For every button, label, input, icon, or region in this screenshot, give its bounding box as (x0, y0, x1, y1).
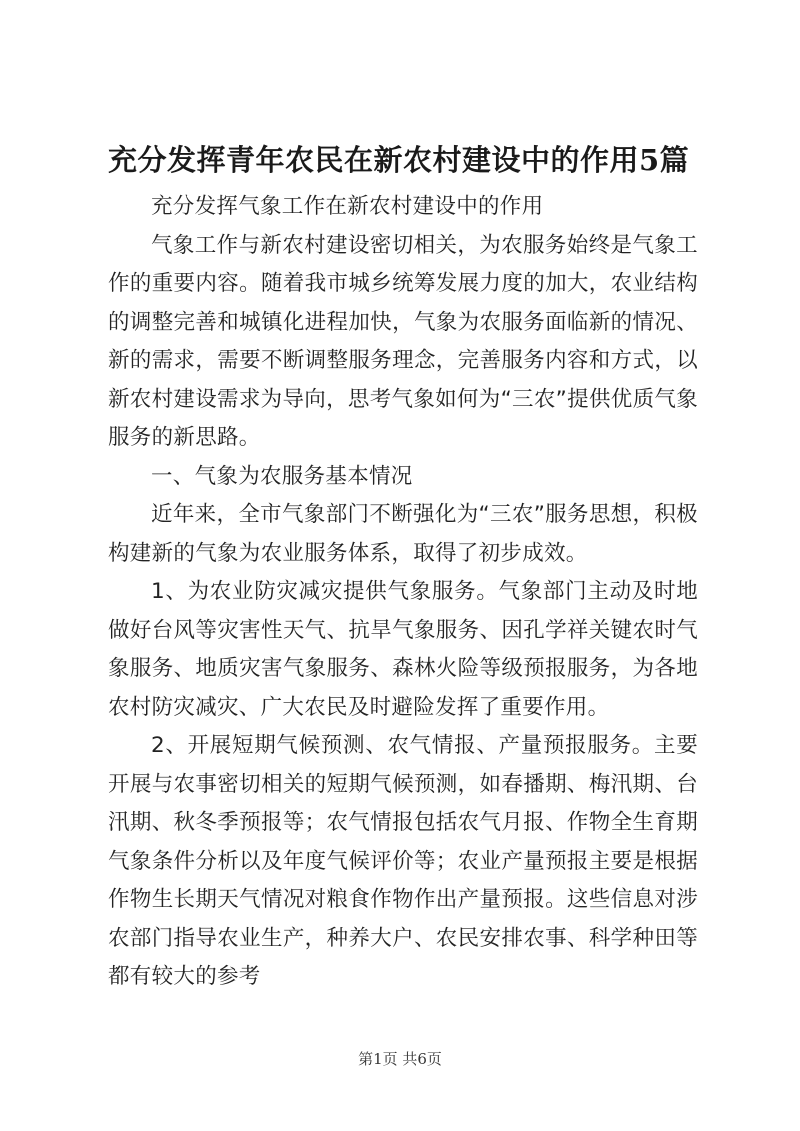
paragraph: 近年来，全市气象部门不断强化为“三农”服务思想，积极构建新的气象为农业服务体系，取得了初步成效。 (108, 502, 698, 566)
document-title: 充分发挥青年农民在新农村建设中的作用5篇 (108, 143, 690, 177)
paragraph: 2、开展短期气候预测、农气情报、产量预报服务。主要开展与农事密切相关的短期气候预测，如春播期、梅汛期、台汛期、秋冬季预报等；农气情报包括农气月报、作物全生育期气象条件分析以及年度气候评价等；农业产量预报主要是根据作物生长期天气情况对粮食作物作出产量预报。这些信息对涉农部门指导农业生产，种养大户、农民安排农事、科学种田等都有较大的参考 (108, 733, 698, 989)
section-heading: 充分发挥气象工作在新农村建设中的作用 (151, 194, 544, 219)
paragraph: 气象工作与新农村建设密切相关，为农服务始终是气象工作的重要内容。随着我市城乡统筹发展力度的加大，农业结构的调整完善和城镇化进程加快，气象为农服务面临新的情况、新的需求，需要不断调整服务理念，完善服务内容和方式，以新农村建设需求为导向，思考气象如何为“三农”提供优质气象服务的新思路。 (108, 232, 698, 450)
paragraph: 1、为农业防灾减灾提供气象服务。气象部门主动及时地做好台风等灾害性天气、抗旱气象服务、因孔学祥关键农时气象服务、地质灾害气象服务、森林火险等级预报服务，为各地农村防灾减灾、广大农民及时避险发挥了重要作用。 (108, 579, 698, 720)
section-heading: 一、气象为农服务基本情况 (151, 463, 413, 489)
document-body (108, 188, 698, 997)
page-footer: 第1页 共6页 (358, 1050, 442, 1068)
